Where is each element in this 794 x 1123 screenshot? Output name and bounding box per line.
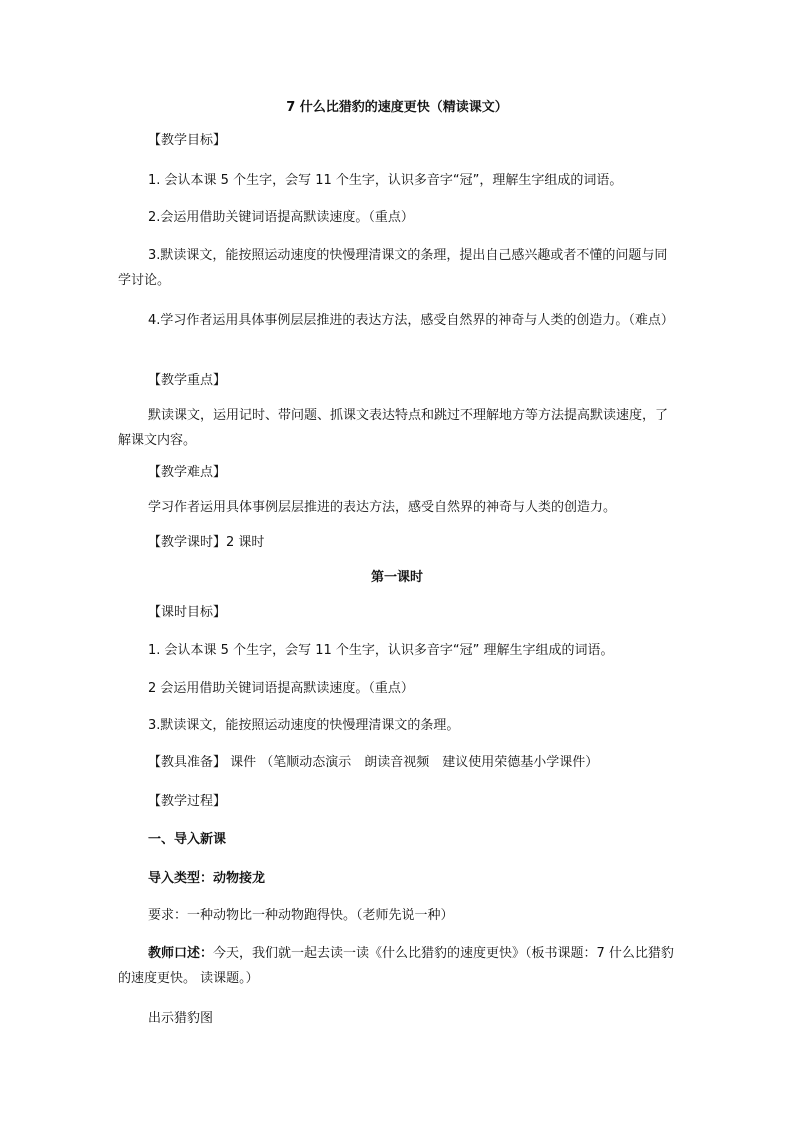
teaching-goals-heading: 【教学目标】 xyxy=(148,133,227,148)
goal-item-3: 3.默读课文，能按照运动速度的快慢理清课文的条理，提出自己感兴趣或者不懂的问题与同学讨论。 xyxy=(118,248,668,288)
lesson-goal-1: 1. 会认本课 5 个生字，会写 11 个生字，认识多音字“冠” 理解生字组成的词语。 xyxy=(148,643,614,658)
goal-item-1: 1. 会认本课 5 个生字，会写 11 个生字，认识多音字“冠”，理解生字组成的词语。 xyxy=(148,173,623,188)
key-points-text: 默读课文，运用记时、带问题、抓课文表达特点和跳过不理解地方等方法提高默读速度，了解课文内容。 xyxy=(118,408,669,448)
process-heading: 【教学过程】 xyxy=(148,794,227,809)
first-lesson-heading: 第一课时 xyxy=(370,570,423,585)
materials: 【教具准备】 课件 （笔顺动态演示 朗读音视频 建议使用荣德基小学课件） xyxy=(148,755,599,770)
class-hours: 【教学课时】2 课时 xyxy=(148,535,265,550)
teacher-text: 今天，我们就一起去读一读《什么比猎豹的速度更快》（板书课题：7 什么比猎豹的速度更快。 读课题。） xyxy=(118,946,674,986)
difficulties-heading: 【教学难点】 xyxy=(148,465,227,480)
teacher-label: 教师口述： xyxy=(148,946,214,961)
document-title: 7 什么比猎豹的速度更快（精读课文） xyxy=(286,100,508,115)
teacher-narration xyxy=(118,941,678,991)
difficulties-text: 学习作者运用具体事例层层推进的表达方法，感受自然界的神奇与人类的创造力。 xyxy=(148,500,617,515)
intro-type: 导入类型：动物接龙 xyxy=(148,871,266,886)
lesson-goal-heading: 【课时目标】 xyxy=(148,605,227,620)
lesson-goal-2: 2 会运用借助关键词语提高默读速度。（重点） xyxy=(148,681,414,696)
goal-item-4: 4.学习作者运用具体事例层层推进的表达方法，感受自然界的神奇与人类的创造力。（难点） xyxy=(148,313,674,328)
section-intro-heading: 一、导入新课 xyxy=(148,832,227,847)
requirement: 要求：一种动物比一种动物跑得快。（老师先说一种） xyxy=(148,908,454,923)
show-image-note: 出示猎豹图 xyxy=(148,1011,214,1026)
goal-item-2: 2.会运用借助关键词语提高默读速度。（重点） xyxy=(148,210,414,225)
key-points-heading: 【教学重点】 xyxy=(148,373,227,388)
lesson-goal-3: 3.默读课文，能按照运动速度的快慢理清课文的条理。 xyxy=(148,718,460,733)
